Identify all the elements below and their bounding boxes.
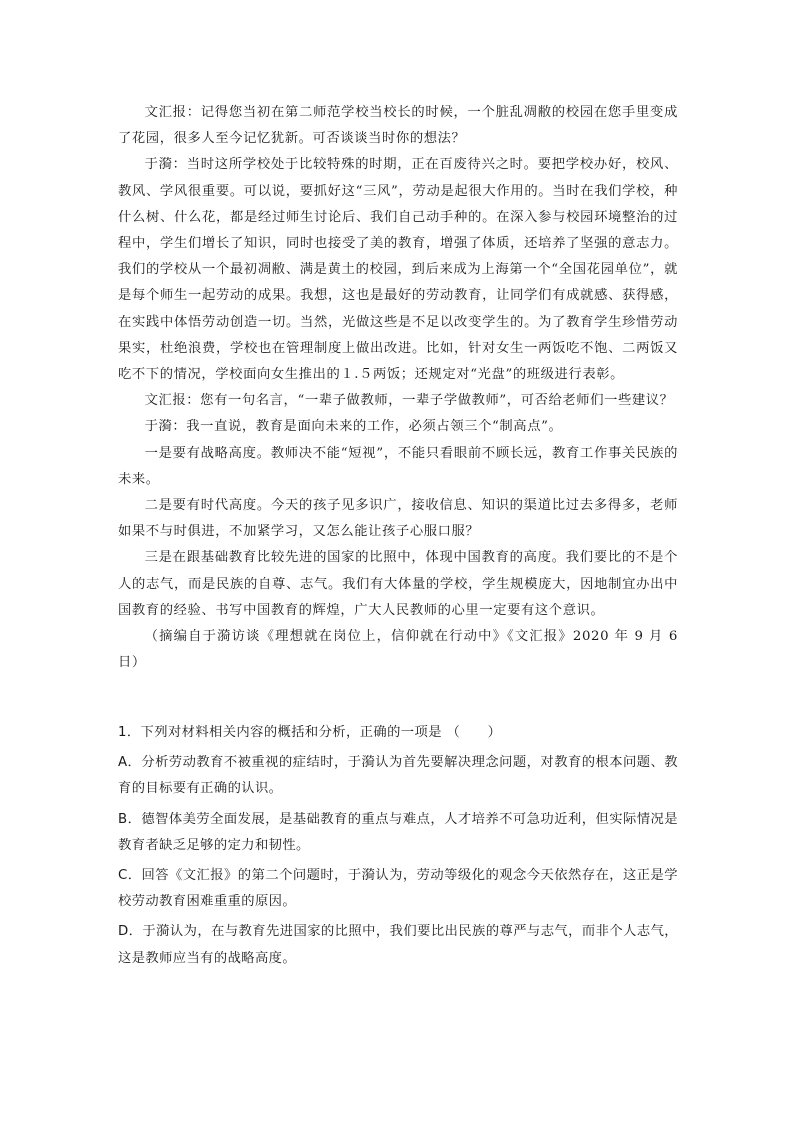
question-stem: 1．下列对材料相关内容的概括和分析，正确的一项是 （ ） <box>118 725 502 740</box>
option-a: A．分析劳动教育不被重视的症结时，于漪认为首先要解决理念问题，对教育的根本问题、教育的目标要有正确的认识。 <box>118 755 678 797</box>
reading-passage <box>118 100 678 676</box>
passage-paragraph: 文汇报：记得您当初在第二师范学校当校长的时候，一个脏乱凋敝的校园在您手里变成了花园，很多人至今记忆犹新。可否谈谈当时你的想法？ <box>118 105 678 147</box>
source-citation: （摘编自于漪访谈《理想就在岗位上，信仰就在行动中》《文汇报》2020 年 9 月 6 日） <box>118 629 678 671</box>
passage-paragraph: 于漪：当时这所学校处于比较特殊的时期，正在百废待兴之时。要把学校办好，校风、教风、学风很重要。可以说，要抓好这“三风”，劳动是起很大作用的。当时在我们学校，种什么树、什么花，都是经过师生讨论后、我们自己动手种的。在深入参与校园环境整治的过程中，学生们增长了知识，同时也接受了美的教育，增强了体质，还培养了坚强的意志力。我们的学校从一个最初凋敝、满是黄土的校园，到后来成为上海第一个“全国花园单位”，就是每个师生一起劳动的成果。我想，这也是最好的劳动教育，让同学们有成就感、获得感，在实践中体悟劳动创造一切。当然，光做这些是不足以改变学生的。为了教育学生珍惜劳动果实，杜绝浪费，学校也在管理制度上做出改进。比如，针对女生一两饭吃不饱、二两饭又吃不下的情况，学校面向女生推出的１.５两饭；还规定对“光盘”的班级进行表彰。 <box>118 157 678 383</box>
question-block <box>118 720 678 976</box>
passage-paragraph: 文汇报：您有一句名言，“一辈子做教师，一辈子学做教师”，可否给老师们一些建议？ <box>144 393 674 409</box>
option-b: B．德智体美劳全面发展，是基础教育的重点与难点，人才培养不可急功近利，但实际情况是教育者缺乏足够的定力和韧性。 <box>118 811 678 853</box>
option-c: C．回答《文汇报》的第二个问题时，于漪认为，劳动等级化的观念今天依然存在，这正是学校劳动教育困难重重的原因。 <box>118 868 678 910</box>
passage-paragraph: 二是要有时代高度。今天的孩子见多识广，接收信息、知识的渠道比过去多得多，老师如果不与时俱进，不加紧学习，又怎么能让孩子心服口服？ <box>118 498 678 540</box>
passage-paragraph: 于漪：我一直说，教育是面向未来的工作，必须占领三个“制高点”。 <box>144 419 563 435</box>
option-d: D．于漪认为，在与教育先进国家的比照中，我们要比出民族的尊严与志气，而非个人志气，这是教师应当有的战略高度。 <box>118 924 678 966</box>
passage-paragraph: 三是在跟基础教育比较先进的国家的比照中，体现中国教育的高度。我们要比的不是个人的志气，而是民族的自尊、志气。我们有大体量的学校，学生规模庞大，因地制宜办出中国教育的经验、书写中国教育的辉煌，广大人民教师的心里一定要有这个意识。 <box>118 550 678 618</box>
passage-paragraph: 一是要有战略高度。教师决不能“短视”，不能只看眼前不顾长远，教育工作事关民族的未来。 <box>118 445 678 487</box>
